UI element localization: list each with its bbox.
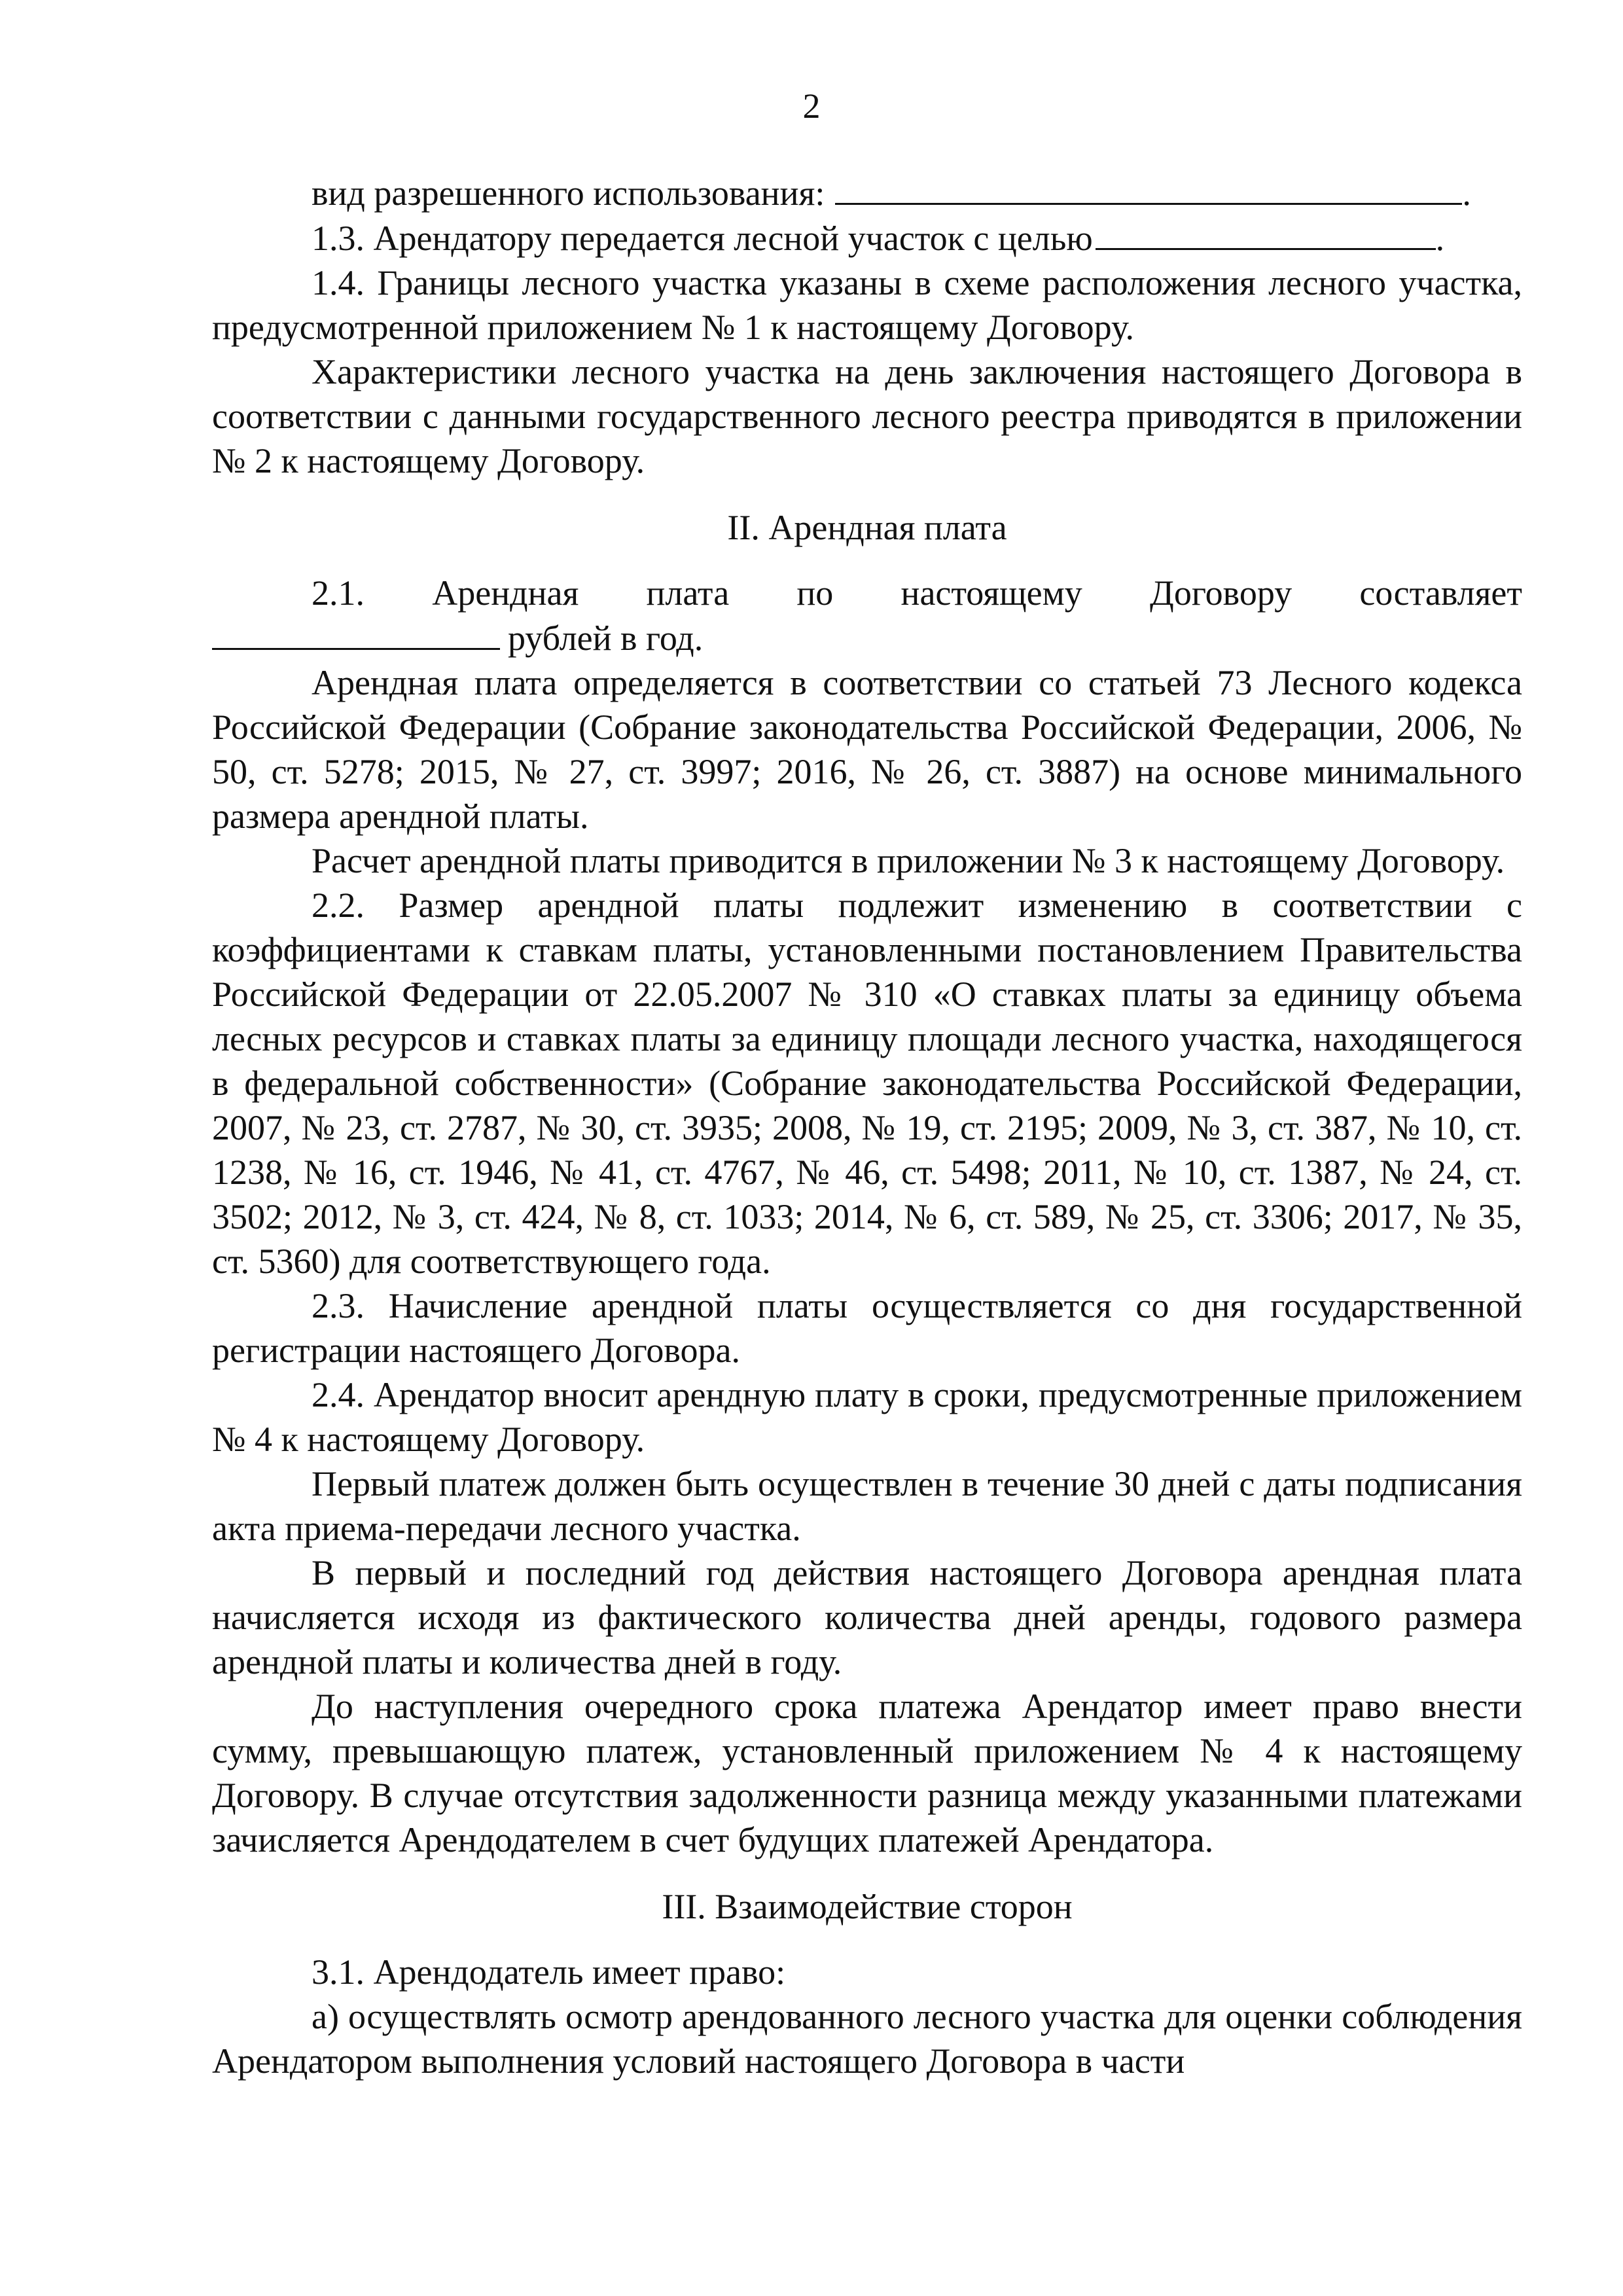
paragraph-1-3 xyxy=(212,215,1522,260)
document-body xyxy=(212,170,1522,2083)
paragraph-first-payment: Первый платеж должен быть осуществлен в течение 30 дней с даты подписания акта приема-передачи лесного участка. xyxy=(212,1464,1522,1548)
paragraph-prepayment: До наступления очередного срока платежа Арендатор имеет право внести сумму, превышающую платеж, установленный приложением № 4 к настоящему Договору. В случае отсутствия задолженности разница между указанными платежами зачисляется Арендодателем в счет будущих платежей Арендатора. xyxy=(212,1687,1522,1859)
clause-2-1-word: 2.1. xyxy=(312,573,365,613)
clause-2-1-word: по xyxy=(796,573,834,613)
clause-2-1-word: составляет xyxy=(1359,573,1522,613)
clause-2-1-word: настоящему xyxy=(901,573,1082,613)
clause-1-3-text: 1.3. Арендатору передается лесной участок с целью xyxy=(312,219,1093,258)
paragraph-2-3: 2.3. Начисление арендной платы осуществляется со дня государственной регистрации настоящего Договора. xyxy=(212,1286,1522,1370)
paragraph-rent-determination: Арендная плата определяется в соответствии со статьей 73 Лесного кодекса Российской Федерации (Собрание законодательства Российской Федерации, 2006, № 50, ст. 5278; 2015, № 27, ст. 3997; 2016, № 26, ст. 3887) на основе минимального размера арендной платы. xyxy=(212,663,1522,836)
purpose-blank-field xyxy=(1096,215,1436,250)
section-heading-rent: II. Арендная плата xyxy=(727,508,1007,547)
paragraph-1-4: 1.4. Границы лесного участка указаны в схеме расположения лесного участка, предусмотренной приложением № 1 к настоящему Договору. xyxy=(212,263,1522,347)
rent-amount-blank-field xyxy=(212,615,500,650)
permitted-use-label: вид разрешенного использования: xyxy=(312,173,825,213)
paragraph-first-last-year: В первый и последний год действия настоящего Договора арендная плата начисляется исходя из фактического количества дней аренды, годового размера арендной платы и количества дней в году. xyxy=(212,1553,1522,1681)
clause-1-3-period: . xyxy=(1435,219,1445,258)
page-number: 2 xyxy=(802,86,821,126)
paragraph-2-4: 2.4. Арендатор вносит арендную плату в сроки, предусмотренные приложением № 4 к настоящему Договору. xyxy=(212,1375,1522,1459)
permitted-use-blank-field xyxy=(835,170,1462,205)
rent-per-year-text: рублей в год. xyxy=(508,619,704,658)
permitted-use-period: . xyxy=(1462,173,1471,213)
paragraph-2-1-line xyxy=(212,571,1522,615)
clause-2-1-word: Договору xyxy=(1150,573,1293,613)
clause-2-1-word: плата xyxy=(646,573,730,613)
clause-2-1-word: Арендная xyxy=(432,573,579,613)
paragraph-3-1: 3.1. Арендодатель имеет право: xyxy=(312,1952,786,1992)
paragraph-2-2: 2.2. Размер арендной платы подлежит изменению в соответствии с коэффициентами к ставкам платы, установленными постановлением Правительства Российской Федерации от 22.05.2007 № 310 «О ставках платы за единицу объема лесных ресурсов и ставках платы за единицу площади лесного участка, находящегося в федеральной собственности» (Собрание законодательства Российской Федерации, 2007, № 23, ст. 2787, № 30, ст. 3935; 2008, № 19, ст. 2195; 2009, № 3, ст. 387, № 10, ст. 1238, № 16, ст. 1946, № 41, ст. 4767, № 46, ст. 5498; 2011, № 10, ст. 1387, № 24, ст. 3502; 2012, № 3, ст. 424, № 8, ст. 1033; 2014, № 6, ст. 589, № 25, ст. 3306; 2017, № 35, ст. 5360) для соответствующего года. xyxy=(212,886,1522,1281)
paragraph-permitted-use xyxy=(212,170,1522,215)
section-heading-interaction: III. Взаимодействие сторон xyxy=(662,1887,1073,1926)
paragraph-2-1-continuation xyxy=(212,615,1522,660)
paragraph-3-1-a: а) осуществлять осмотр арендованного лесного участка для оценки соблюдения Арендатором выполнения условий настоящего Договора в части xyxy=(212,1997,1522,2081)
paragraph-rent-calculation: Расчет арендной платы приводится в приложении № 3 к настоящему Договору. xyxy=(312,841,1505,880)
paragraph-characteristics: Характеристики лесного участка на день заключения настоящего Договора в соответствии с данными государственного лесного реестра приводятся в приложении № 2 к настоящему Договору. xyxy=(212,352,1522,480)
